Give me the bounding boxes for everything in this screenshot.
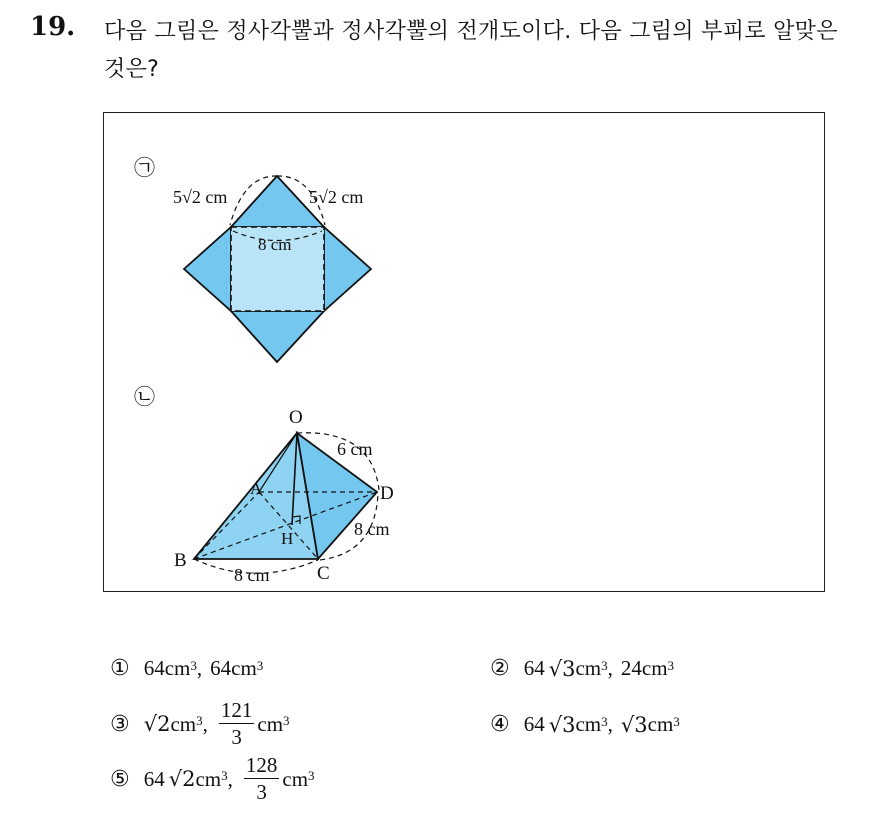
foot-H-label: H [281, 529, 294, 548]
choice-4[interactable] [490, 712, 680, 737]
choice-5-a-unit: cm [195, 766, 222, 791]
figure-svg [104, 113, 826, 593]
net-base-label: 8 cm [258, 235, 292, 254]
choice-4-b-exp: 3 [673, 713, 680, 729]
vertex-A-label: A [250, 479, 263, 498]
choice-4-a-num: 64 [523, 712, 545, 736]
choice-5-sep: , [227, 766, 233, 791]
choice-4-a-exp: 3 [601, 713, 608, 729]
choice-1-sep: , [196, 656, 203, 680]
question-text: 다음 그림은 정사각뿔과 정사각뿔의 전개도이다. 다음 그림의 부피로 알맞은 것은? [104, 19, 838, 82]
choice-1-a-exp: 3 [190, 657, 197, 673]
choice-5-mark: ⑤ [110, 766, 130, 792]
net-triangle-right [324, 227, 371, 311]
choice-4-a-unit: cm [575, 712, 602, 736]
choice-2-a-num: 64 [523, 656, 545, 680]
choice-4-b-rad: √3 [620, 712, 648, 737]
vertex-D-label: D [380, 483, 394, 504]
choice-5-b-frac-den: 3 [256, 780, 267, 804]
choice-3-b-unit: cm [257, 711, 284, 736]
choice-3-b-exp: 3 [283, 713, 290, 728]
choice-4-mark: ④ [490, 712, 510, 737]
choice-1-a-num: 64 [143, 656, 165, 680]
choice-2[interactable] [490, 656, 674, 681]
edge-label-CD: 8 cm [354, 519, 390, 539]
choice-3-a-rad: √2 [143, 712, 171, 736]
net-triangle-bottom [231, 311, 324, 362]
edge-label-OD: 6 cm [337, 439, 373, 459]
choice-1-b-num: 64 [210, 656, 232, 680]
choice-5[interactable] [110, 755, 315, 803]
net-edge-label-right: 5√2 cm [309, 187, 364, 207]
choice-1-mark: ① [110, 656, 130, 681]
choice-3-b-fraction [219, 700, 255, 748]
choice-2-a-exp: 3 [601, 657, 608, 673]
choice-5-b-unit: cm [282, 766, 309, 791]
choice-1-b-unit: cm [231, 656, 257, 680]
choice-4-sep: , [607, 712, 613, 736]
choice-2-a-unit: cm [575, 656, 602, 680]
choice-3-a-exp: 3 [196, 713, 203, 728]
net-triangle-left [184, 227, 231, 311]
choice-5-a-rad: √2 [168, 767, 196, 791]
choice-1-b-exp: 3 [256, 657, 264, 673]
choice-2-a-rad: √3 [548, 656, 576, 681]
net-marker: ㉠ [134, 156, 155, 180]
question-number: 19. [30, 12, 76, 42]
edge-label-BC: 8 cm [234, 565, 270, 585]
choice-3-mark: ③ [110, 711, 130, 737]
pyramid-marker: ㉡ [134, 385, 155, 409]
choice-4-a-rad: √3 [548, 712, 576, 737]
choice-5-b-fraction [244, 755, 280, 803]
vertex-O-label: O [289, 407, 303, 428]
choice-1[interactable] [110, 656, 263, 681]
choice-3-b-frac-num: 121 [220, 698, 253, 722]
choice-2-sep: , [607, 656, 613, 680]
choice-2-b-num: 24 [620, 656, 642, 680]
choice-2-b-exp: 3 [667, 657, 675, 673]
vertex-B-label: B [174, 550, 187, 571]
choice-4-b-unit: cm [647, 712, 674, 736]
choice-5-b-frac-num: 128 [245, 753, 278, 777]
vertex-C-label: C [317, 563, 330, 584]
choice-3-sep: , [202, 711, 208, 736]
choice-3-b-frac-den: 3 [231, 725, 242, 749]
choice-1-a-unit: cm [164, 656, 191, 680]
choice-2-b-unit: cm [641, 656, 668, 680]
choice-3[interactable] [110, 700, 290, 748]
choice-2-mark: ② [490, 656, 510, 681]
choice-5-a-exp: 3 [221, 768, 228, 783]
choice-5-a-num: 64 [143, 766, 165, 791]
figure-box [103, 112, 825, 592]
choice-5-b-exp: 3 [308, 768, 315, 783]
choice-3-a-unit: cm [170, 711, 197, 736]
net-edge-label-left: 5√2 cm [173, 187, 228, 207]
